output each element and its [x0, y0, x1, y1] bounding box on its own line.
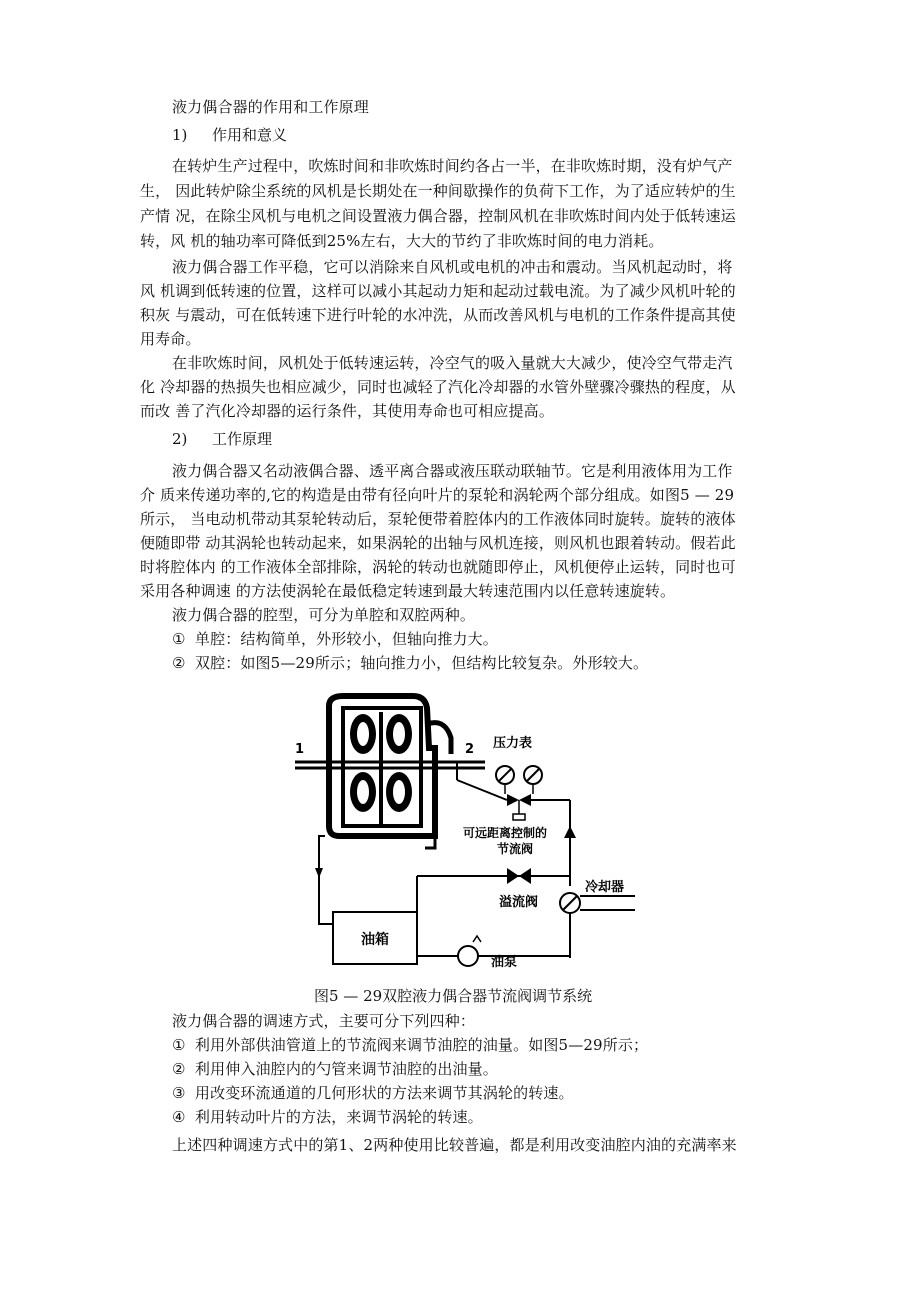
figure-label-1: 1	[295, 742, 305, 757]
label-throttle-valve-2: 节流阀	[497, 842, 534, 856]
list2-item-3	[172, 1082, 792, 1104]
p4-line-6: 采用各种调速 的方法使涡轮在最低稳定转速到最大转速范围内以任意转速旋转。	[140, 582, 676, 600]
p1-line-3: 产情 况，在除尘风机与电机之间设置液力偶合器，控制风机在非吹炼时间内处于低转速运	[140, 207, 736, 225]
figure-caption: 图5 — 29双腔液力偶合器节流阀调节系统	[314, 987, 593, 1005]
list-text: 利用伸入油腔内的勺管来调节油腔的出油量。	[194, 1060, 498, 1078]
label-pressure-gauge: 压力表	[493, 736, 533, 751]
label-throttle-valve-1: 可远距离控制的	[463, 826, 548, 840]
figure-label-2: 2	[465, 742, 475, 757]
p2-line-2: 风 机调到低转速的位置，这样可以减小其起动力矩和起动过载电流。为了减少风机叶轮的	[140, 282, 736, 300]
p4-line-5: 时将腔体内 的工作液体全部排除，涡轮的转动也就随即停止，风机便停止运转，同时也可	[140, 558, 736, 576]
coupling-system-diagram	[295, 688, 645, 973]
p3-line-3: 而改 善了汽化冷却器的运行条件，其使用寿命也可相应提高。	[140, 402, 554, 420]
list-text: 单腔：结构简单，外形较小，但轴向推力大。	[194, 630, 498, 648]
p6-line: 液力偶合器的调速方式，主要可分下列四种：	[172, 1012, 476, 1030]
list-marker: ①	[172, 630, 186, 648]
p4-line-1: 液力偶合器又名动液偶合器、透平离合器或液压联动联轴节。它是利用液体用为工作	[172, 462, 733, 480]
list-marker: ②	[172, 1060, 186, 1078]
list2-item-1	[172, 1034, 792, 1056]
overflow-valve-icon	[507, 868, 531, 884]
list-marker: ①	[172, 1036, 186, 1054]
p2-line-3: 积灰 与震动，可在低转速下进行叶轮的水冲洗，从而改善风机与电机的工作条件提高其使	[140, 306, 736, 324]
list-marker: ④	[172, 1108, 186, 1126]
list1-item-2	[172, 652, 792, 674]
list2-item-2	[172, 1058, 792, 1080]
section2-heading: 工作原理	[212, 430, 273, 448]
list-marker: ③	[172, 1084, 186, 1102]
label-cooler: 冷却器	[585, 880, 625, 895]
list-text: 双腔：如图5—29所示；轴向推力小，但结构比较复杂。外形较大。	[194, 654, 649, 672]
list1-item-1	[172, 628, 792, 650]
list2-item-4	[172, 1106, 792, 1128]
p2-line-4: 用寿命。	[140, 330, 201, 348]
list-text: 用改变环流通道的几何形状的方法来调节其涡轮的转速。	[194, 1084, 574, 1102]
p1-line-1: 在转炉生产过程中，吹炼时间和非吹炼时间约各占一半，在非吹炼时期，没有炉气产	[172, 157, 733, 175]
p4-line-2: 介 质来传递功率的,它的构造是由带有径向叶片的泵轮和涡轮两个部分组成。如图5 — 29	[140, 486, 735, 504]
label-oil-tank: 油箱	[361, 932, 389, 948]
p7-line: 上述四种调速方式中的第1、2两种使用比较普遍，都是利用改变油腔内油的充满率来	[172, 1136, 737, 1154]
p1-line-4: 转，风 机的轴功率可降低到25%左右，大大的节约了非吹炼时间的电力消耗。	[140, 232, 664, 250]
list-text: 利用转动叶片的方法，来调节涡轮的转速。	[194, 1108, 483, 1126]
p4-line-3: 所示， 当电动机带动其泵轮转动后，泵轮便带着腔体内的工作液体同时旋转。旋转的液体	[140, 510, 736, 528]
section1-heading: 作用和意义	[212, 126, 288, 144]
label-oil-pump: 油泵	[491, 955, 518, 970]
doc-title: 液力偶合器的作用和工作原理	[172, 98, 369, 116]
section2-number: 2)	[172, 430, 188, 448]
p3-line-2: 化 冷却器的热损失也相应减少，同时也减轻了汽化冷却器的水管外壁骤冷骤热的程度，从	[140, 378, 736, 396]
oil-pump-icon	[458, 946, 478, 966]
list-marker: ②	[172, 654, 186, 672]
p2-line-1: 液力偶合器工作平稳，它可以消除来自风机或电机的冲击和震动。当风机起动时，将	[172, 258, 733, 276]
section1-number: 1)	[172, 126, 188, 144]
p4-line-4: 便随即带 动其涡轮也转动起来，如果涡轮的出轴与风机连接，则风机也跟着转动。假若此	[140, 534, 736, 552]
label-overflow-valve: 溢流阀	[499, 895, 539, 910]
p3-line-1: 在非吹炼时间，风机处于低转速运转，冷空气的吸入量就大大减少，使冷空气带走汽	[172, 354, 733, 372]
p5-line: 液力偶合器的腔型，可分为单腔和双腔两种。	[172, 606, 476, 624]
p1-line-2: 生， 因此转炉除尘系统的风机是长期处在一种间歇操作的负荷下工作，为了适应转炉的生	[140, 182, 736, 200]
list-text: 利用外部供油管道上的节流阀来调节油腔的油量。如图5—29所示；	[194, 1036, 649, 1054]
